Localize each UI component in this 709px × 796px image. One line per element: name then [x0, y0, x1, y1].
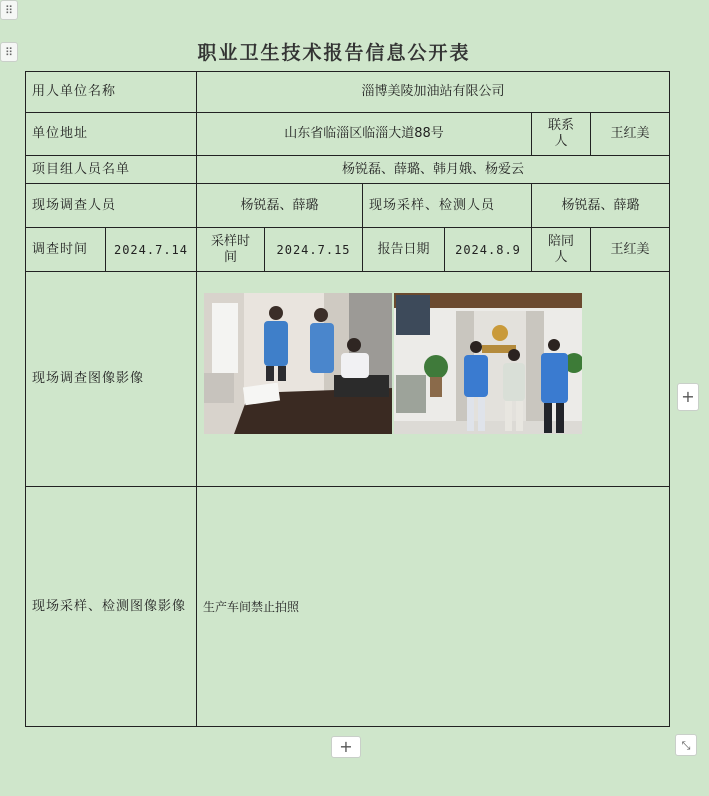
- survey-photo[interactable]: [204, 293, 392, 434]
- contact-label: 联系人: [532, 113, 591, 156]
- report-date-label: 报告日期: [363, 228, 445, 272]
- employer-value: 淄博美陵加油站有限公司: [197, 72, 670, 113]
- survey-staff-value: 杨锐磊、薛璐: [197, 184, 363, 228]
- add-row-button[interactable]: +: [331, 736, 361, 758]
- page-title: 职业卫生技术报告信息公开表: [197, 42, 471, 64]
- survey-time-label: 调查时间: [26, 228, 106, 272]
- drag-handle-icon[interactable]: ⠿: [0, 0, 18, 20]
- employer-label: 用人单位名称: [26, 72, 197, 113]
- table-row: [26, 228, 670, 272]
- sampling-images-note: 生产车间禁止拍照: [197, 487, 670, 727]
- sampling-time-value: 2024.7.15: [265, 228, 363, 272]
- team-value: 杨锐磊、薛璐、韩月娥、杨爱云: [197, 156, 670, 184]
- sampling-time-label: 采样时间: [197, 228, 265, 272]
- team-label: 项目组人员名单: [26, 156, 197, 184]
- table-row: [26, 156, 670, 184]
- table-row: [26, 487, 670, 727]
- info-table: [25, 71, 670, 727]
- sampling-images-label: 现场采样、检测图像影像: [26, 487, 197, 727]
- contact-value: 王红美: [591, 113, 670, 156]
- expand-icon[interactable]: ⤡: [675, 734, 697, 756]
- report-date-value: 2024.8.9: [445, 228, 532, 272]
- table-row: [26, 272, 670, 487]
- survey-time-value: 2024.7.14: [106, 228, 197, 272]
- address-label: 单位地址: [26, 113, 197, 156]
- sampling-staff-label: 现场采样、检测人员: [363, 184, 532, 228]
- sampling-staff-value: 杨锐磊、薛璐: [532, 184, 670, 228]
- table-row: [26, 184, 670, 228]
- address-value: 山东省临淄区临淄大道88号: [197, 113, 532, 156]
- table-row: [26, 72, 670, 113]
- drag-handle-icon[interactable]: ⠿: [0, 42, 18, 62]
- escort-label: 陪同人: [532, 228, 591, 272]
- survey-photo[interactable]: [394, 293, 582, 434]
- add-column-button[interactable]: +: [677, 383, 699, 411]
- table-row: [26, 113, 670, 156]
- survey-images-cell: [197, 272, 670, 487]
- survey-images-label: 现场调查图像影像: [26, 272, 197, 487]
- escort-value: 王红美: [591, 228, 670, 272]
- survey-staff-label: 现场调查人员: [26, 184, 197, 228]
